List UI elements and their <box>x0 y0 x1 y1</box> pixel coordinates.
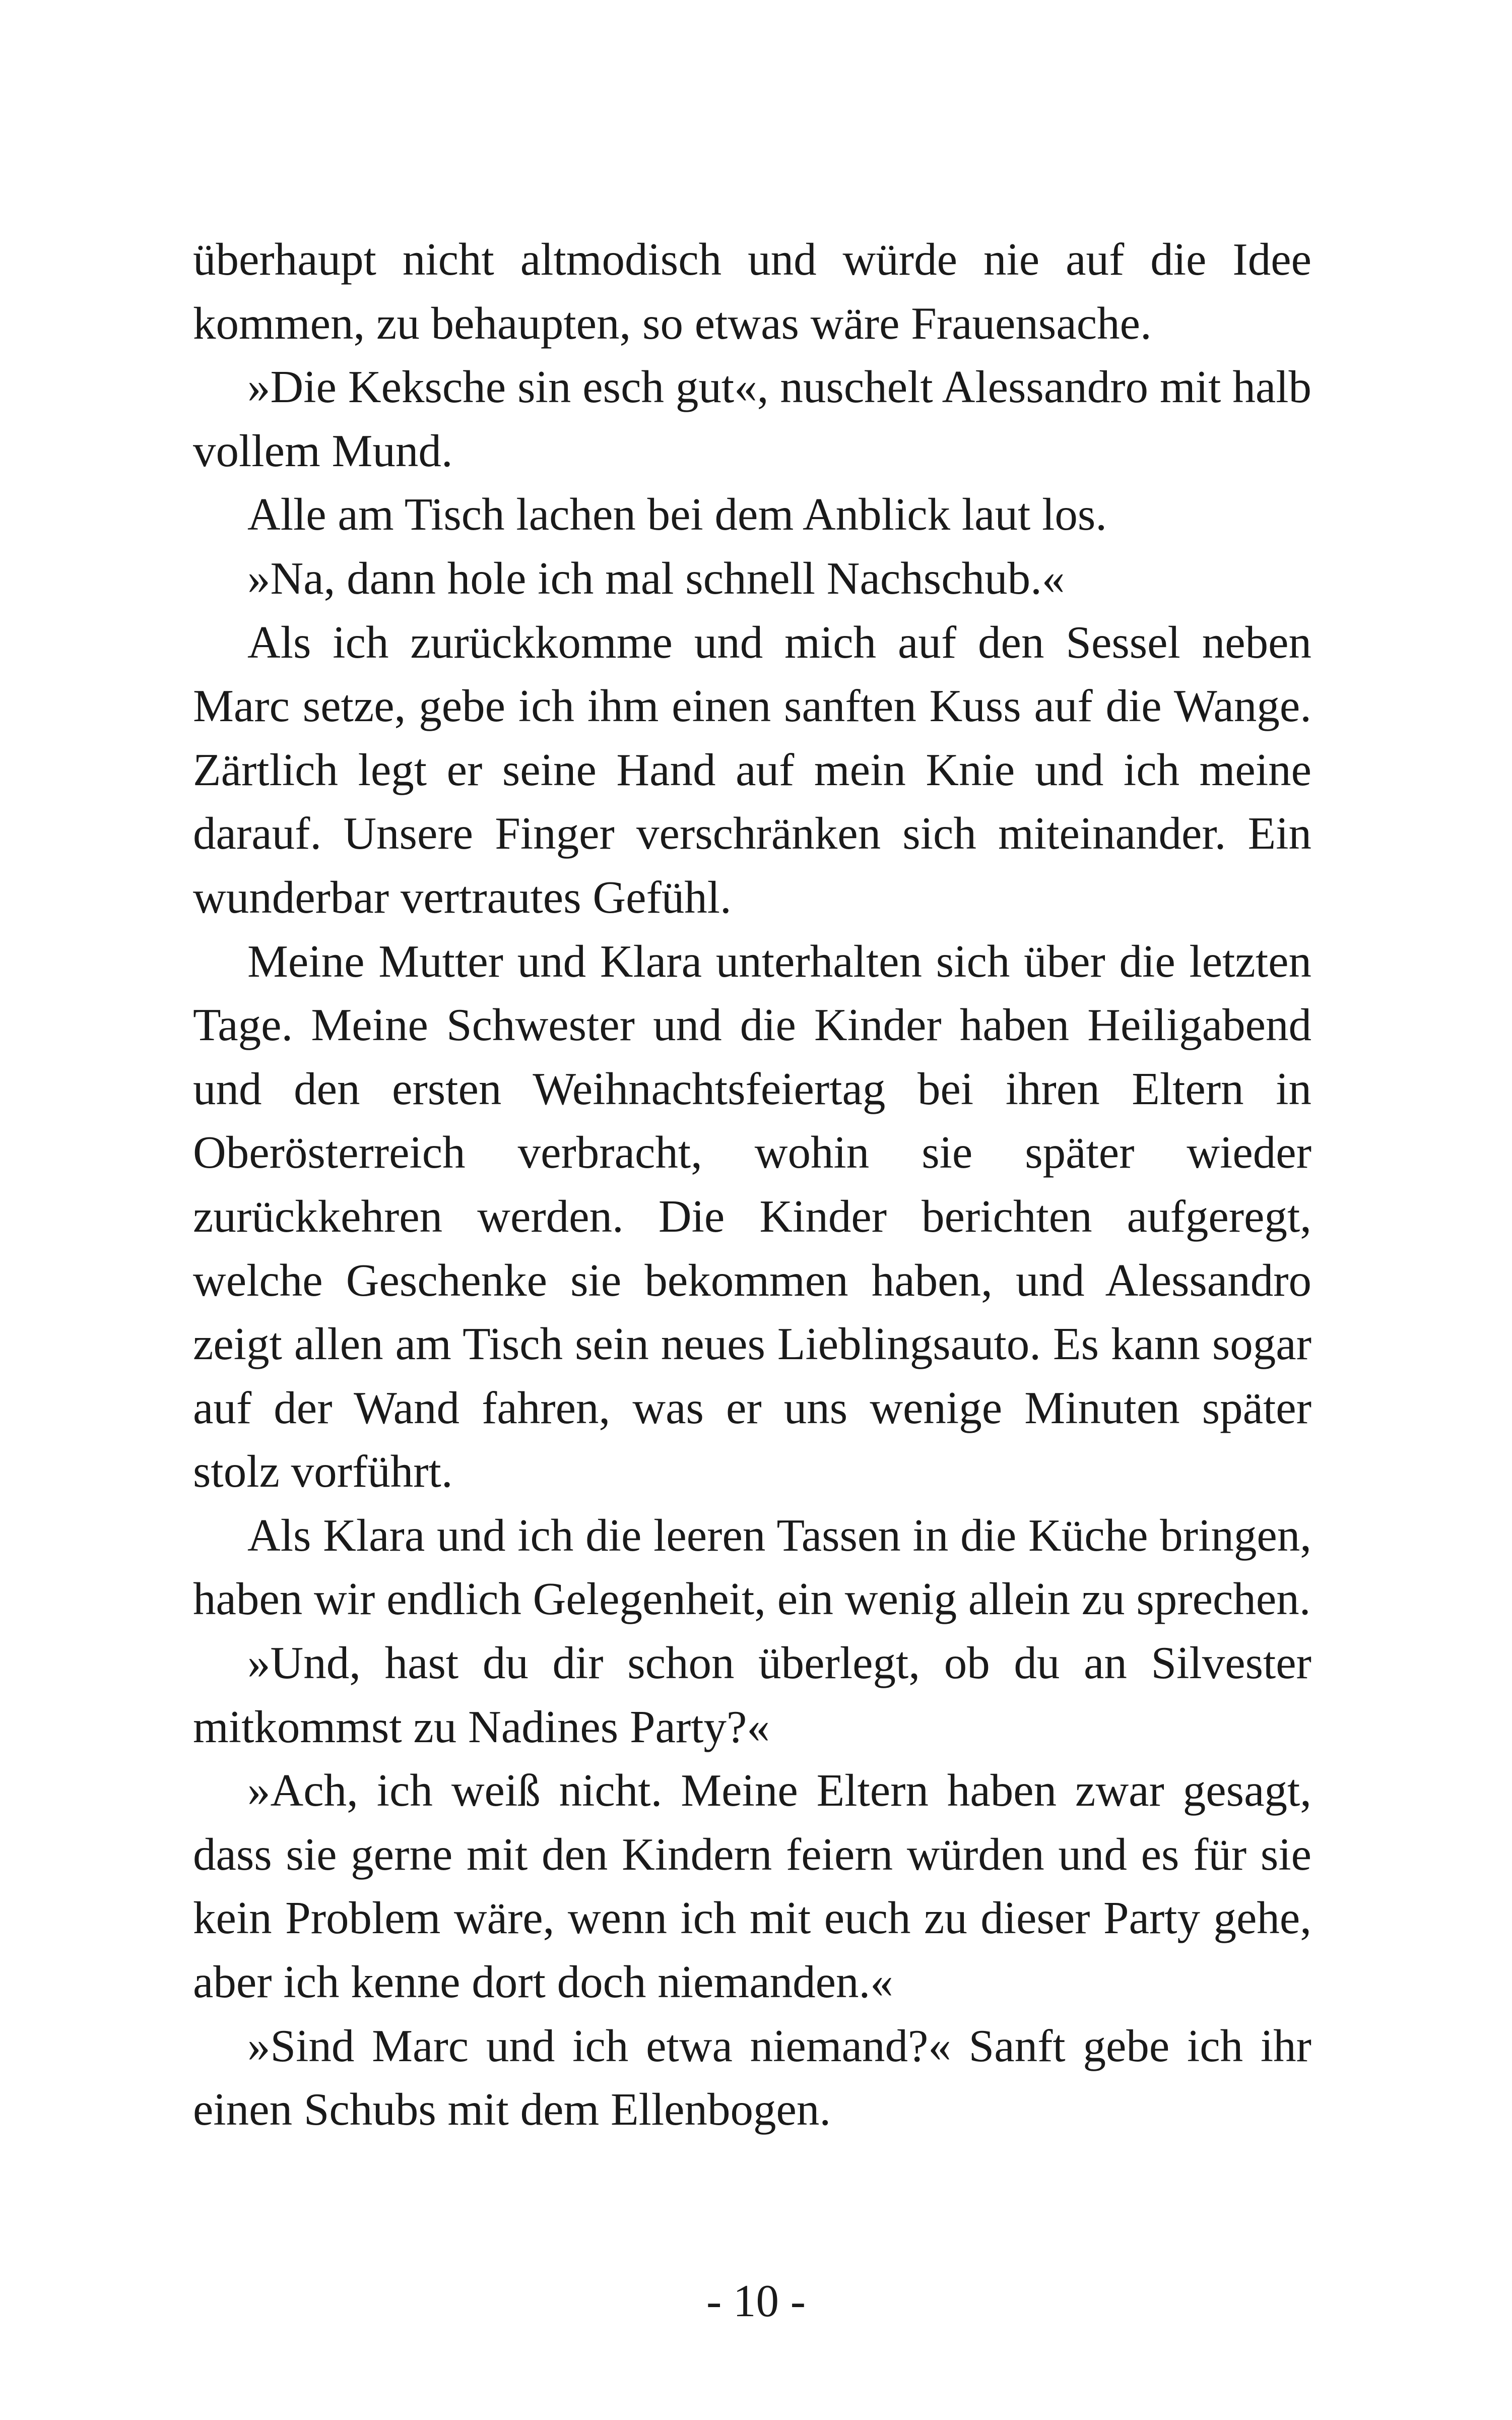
paragraph: »Na, dann hole ich mal schnell Nachschub.« <box>247 552 1065 604</box>
paragraph: Alle am Tisch lachen bei dem Anblick laut los. <box>247 489 1107 540</box>
paragraph: »Ach, ich weiß nicht. Meine Eltern haben zwar gesagt, dass sie gerne mit den Kindern feiern würden und es für sie kein Problem wäre, wenn ich mit euch zu dieser Party gehe, aber ich kenne dort doch niemanden.« <box>193 1765 1311 2008</box>
paragraph: überhaupt nicht altmodisch und würde nie auf die Idee kommen, zu behaupten, so etwas wäre Frauensache. <box>193 234 1311 349</box>
page-number: - 10 - <box>706 2275 806 2326</box>
paragraph: Als Klara und ich die leeren Tassen in die Küche bringen, haben wir endlich Gelegenheit, ein wenig allein zu sprechen. <box>193 1509 1311 1625</box>
paragraph: Meine Mutter und Klara unterhalten sich über die letzten Tage. Meine Schwester und die Kinder haben Heiligabend und den ersten Weihnachtsfeiertag bei ihren Eltern in Oberösterreich verbracht, wohin sie später wieder zurückkehren werden. Die Kinder berichten aufgeregt, welche Geschenke sie bekommen haben, und Alessandro zeigt allen am Tisch sein neues Lieblingsauto. Es kann sogar auf der Wand fahren, was er uns wenige Minuten später stolz vorführt. <box>193 935 1311 1497</box>
paragraph: »Sind Marc und ich etwa niemand?« Sanft gebe ich ihr einen Schubs mit dem Ellenbogen. <box>193 2020 1311 2135</box>
paragraph: Als ich zurückkomme und mich auf den Sessel neben Marc setze, gebe ich ihm einen sanften Kuss auf die Wange. Zärtlich legt er seine Hand auf mein Knie und ich meine darauf. Unsere Finger verschränken sich miteinander. Ein wunderbar vertrautes Gefühl. <box>193 616 1311 923</box>
paragraph: »Und, hast du dir schon überlegt, ob du an Silvester mitkommst zu Nadines Party?« <box>193 1637 1311 1752</box>
body-text <box>193 228 1311 2142</box>
paragraph: »Die Keksche sin esch gut«, nuschelt Alessandro mit halb vollem Mund. <box>193 361 1311 476</box>
